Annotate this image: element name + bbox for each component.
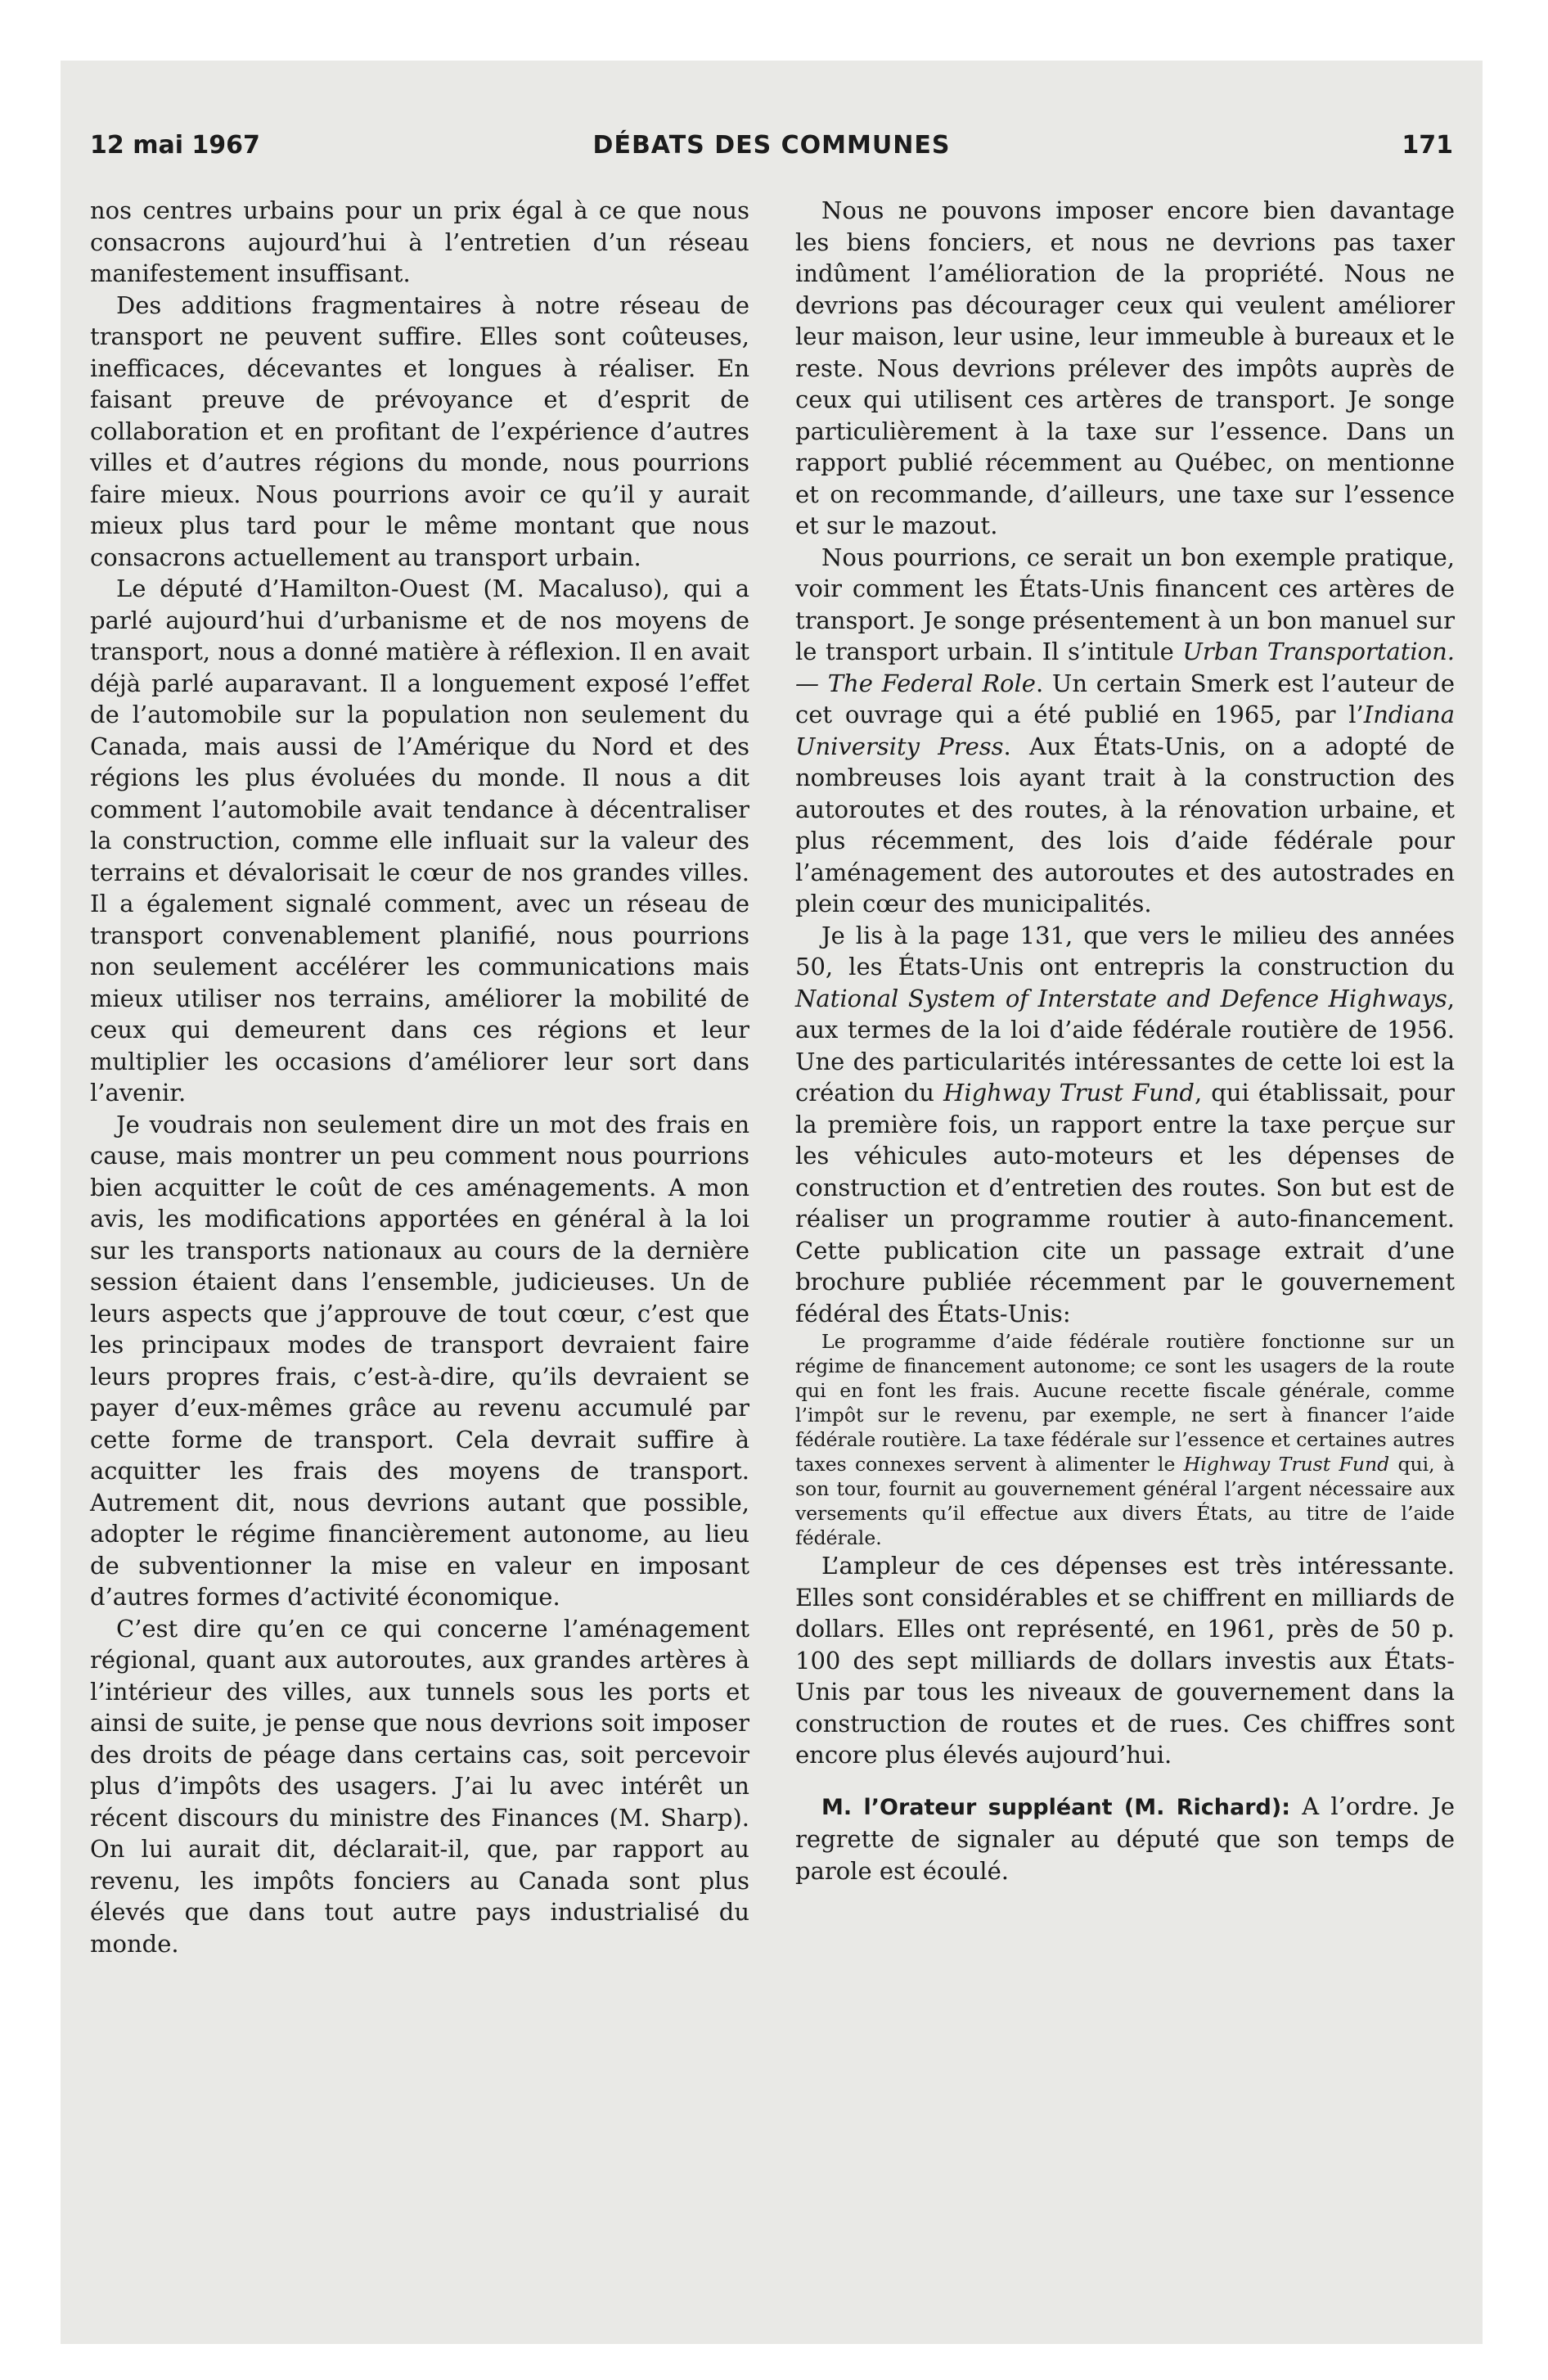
paragraph: Le député d’Hamilton-Ouest (M. Macaluso), qui a parlé aujourd’hui d’urbanisme et de nos moyens de transport, nous a donné matière à réflexion. Il en avait déjà parlé auparavant. Il a longuement exposé l’effet de l’automobile sur la population non seulement du Canada, mais aussi de l’Amérique du Nord et des régions les plus évoluées du monde. Il nous a dit comment l’automobile avait tendance à décentraliser la construction, comme elle influait sur la valeur des terrains et dévalorisait le cœur de nos grandes villes. Il a également signalé comment, avec un réseau de transport convenablement planifié, nous pourrions non seulement accélérer les communications mais mieux utiliser nos terrains, améliorer la mobilité de ceux qui demeurent dans ces régions et leur multiplier les occasions d’améliorer leur sort dans l’avenir. [90, 575, 749, 1107]
paragraph: Je voudrais non seulement dire un mot des frais en cause, mais montrer un peu comment nous pourrions bien acquitter le coût de ces aménagements. A mon avis, les modifications apportées en général à la loi sur les transports nationaux au cours de la dernière session étaient dans l’ensemble, judicieuses. Un de leurs aspects que j’approuve de tout cœur, c’est que les principaux modes de transport devraient faire leurs propres frais, c’est-à-dire, qu’ils devraient se payer d’eux-mêmes grâce au revenu accumulé par cette forme de transport. Cela devrait suffire à acquitter les frais des moyens de transport. Autrement dit, nous devrions autant que possible, adopter le régime financièrement autonome, au lieu de subventionner la mise en valeur en imposant d’autres formes d’activité économique. [90, 1110, 749, 1611]
block-quote [795, 1329, 1455, 1550]
text-run: qui, à son tour, fournit au gouvernement général l’argent nécessaire aux versements qu’il effectue aux divers États, au titre de l’aide fédérale. [795, 1453, 1455, 1549]
fund-name: Highway Trust Fund [1183, 1453, 1390, 1476]
page-number: 171 [1402, 131, 1453, 160]
paragraph: L’ampleur de ces dépenses est très intéressante. Elles sont considérables et se chiffrent en milliards de dollars. Elles ont représenté, en 1961, près de 50 p. 100 des sept milliards de dollars investis aux États-Unis par tous les niveaux de gouvernement dans la construction de routes et de rues. Ces chiffres sont encore plus élevés aujourd’hui. [795, 1552, 1455, 1769]
left-column [90, 195, 749, 1959]
text-run: , aux termes de la loi d’aide fédérale routière de 1956. Une des particularités intéressantes de cette loi est la création du [795, 984, 1455, 1107]
program-name: National System of Interstate and Defence Highways [795, 984, 1447, 1012]
text-run: . Un certain Smerk est l’auteur de cet ouvrage qui a été publié en 1965, par l’ [795, 669, 1456, 728]
header-date: 12 mai 1967 [90, 131, 260, 160]
text-run: . Aux États-Unis, on a adopté de nombreuses lois ayant trait à la construction des autoroutes et des routes, à la rénovation urbaine, et plus récemment, des lois d’aide fédérale pour l’aménagement des autoroutes et des autostrades en plein cœur des municipalités. [795, 732, 1455, 917]
speaker-paragraph [795, 1791, 1455, 1887]
publisher-name: Indiana University Press [795, 701, 1455, 760]
speaker-name: M. l’Orateur suppléant (M. Richard): [821, 1794, 1291, 1820]
book-title: Urban Transportation.— The Federal Role [795, 638, 1455, 697]
page-scan [61, 61, 1483, 2344]
paragraph: Des additions fragmentaires à notre réseau de transport ne peuvent suffire. Elles sont coûteuses, inefficaces, décevantes et longues à réaliser. En faisant preuve de prévoyance et d’esprit de collaboration et en profitant de l’expérience d’autres villes et d’autres régions du monde, nous pourrions faire mieux. Nous pourrions avoir ce qu’il y aurait mieux plus tard pour le même montant que nous consacrons actuellement au transport urbain. [90, 291, 749, 571]
paragraph: nos centres urbains pour un prix égal à ce que nous consacrons aujourd’hui à l’entretien d’un réseau manifestement insuffisant. [90, 196, 749, 287]
header-title: DÉBATS DES COMMUNES [592, 131, 951, 160]
text-run: Nous pourrions, ce serait un bon exemple pratique, voir comment les États-Unis financent ces artères de transport. Je songe présentement à un bon manuel sur le transport urbain. Il s’intitule [795, 543, 1455, 665]
paragraph [795, 920, 1455, 1330]
text-run: Je lis à la page 131, que vers le milieu des années 50, les États-Unis ont entrepris la construction du [795, 921, 1455, 980]
right-column [795, 195, 1455, 1886]
text-run: A l’ordre. Je regrette de signaler au député que son temps de parole est écoulé. [795, 1792, 1455, 1885]
text-run: Le programme d’aide fédérale routière fonctionne sur un régime de financement autonome; ce sont les usagers de la route qui en font les frais. Aucune recette fiscale générale, comme l’impôt sur le revenu, par exemple, ne sert à financer l’aide fédérale routière. La taxe fédérale sur l’essence et certaines autres taxes connexes servent à alimenter le [795, 1330, 1455, 1476]
paragraph [795, 542, 1455, 920]
paragraph: Nous ne pouvons imposer encore bien davantage les biens fonciers, et nous ne devrions pas taxer indûment l’amélioration de la propriété. Nous ne devrions pas décourager ceux qui veulent améliorer leur maison, leur usine, leur immeuble à bureaux et le reste. Nous devrions prélever des impôts auprès de ceux qui utilisent ces artères de transport. Je songe particulièrement à la taxe sur l’essence. Dans un rapport publié récemment au Québec, on mentionne et on recommande, d’ailleurs, une taxe sur l’essence et sur le mazout. [795, 196, 1455, 539]
fund-name: Highway Trust Fund [943, 1079, 1195, 1107]
text-run: , qui établissait, pour la première fois, un rapport entre la taxe perçue sur les véhicules auto-moteurs et les dépenses de construction et d’entretien des routes. Son but est de réaliser un programme routier à auto-financement. Cette publication cite un passage extrait d’une brochure publiée récemment par le gouvernement fédéral des États-Unis: [795, 1079, 1455, 1327]
paragraph: C’est dire qu’en ce qui concerne l’aménagement régional, quant aux autoroutes, aux grandes artères à l’intérieur des villes, aux tunnels sous les ports et ainsi de suite, je pense que nous devrions soit imposer des droits de péage dans certains cas, soit percevoir plus d’impôts des usagers. J’ai lu avec intérêt un récent discours du ministre des Finances (M. Sharp). On lui aurait dit, déclarait-il, que, par rapport au revenu, les impôts fonciers au Canada sont plus élevés que dans tout autre pays industrialisé du monde. [90, 1614, 749, 1958]
page-header [90, 131, 1453, 172]
